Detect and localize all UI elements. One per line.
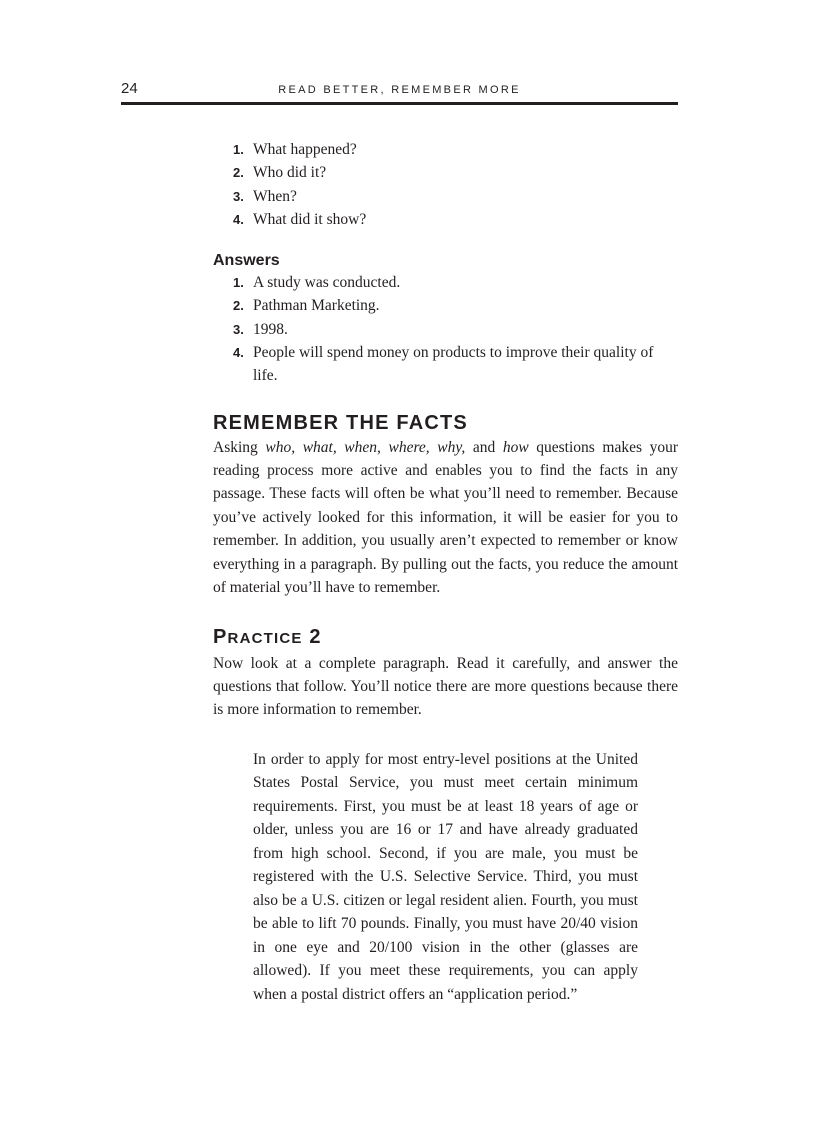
list-item: 4. People will spend money on products to improve their quality of life. [233, 344, 654, 385]
list-item: 2. Pathman Marketing. [233, 297, 380, 315]
page-content [213, 138, 678, 1006]
page-header [121, 80, 678, 105]
answers-heading: Answers [213, 252, 280, 270]
practice-intro: Now look at a complete paragraph. Read it carefully, and answer the questions that follow. You’ll notice there are more questions because there is more information to remember. [213, 654, 678, 719]
answer-list [213, 271, 678, 387]
practice-passage: In order to apply for most entry-level positions at the United States Postal Service, you must meet certain minimum requirements. First, you must be at least 18 years of age or older, unless you are 16 or 17 and have already graduated from high school. Second, if you are male, you must be registered with the U.S. Selective Service. Third, you must also be a U.S. citizen or legal resident alien. Fourth, you must be able to lift 70 pounds. Finally, you must have 20/40 vision in one eye and 20/100 vision in the other (glasses are allowed). If you meet these requirements, you can apply when a postal district offers an “application period.” [253, 750, 638, 1003]
practice-title: PRACTICE 2 [213, 625, 322, 648]
list-item: 4. What did it show? [233, 210, 367, 228]
running-head: READ BETTER, REMEMBER MORE [278, 84, 521, 96]
list-item: 3. 1998. [233, 320, 288, 338]
list-item: 3. When? [233, 187, 297, 205]
question-list [213, 138, 678, 231]
list-item: 1. What happened? [233, 141, 357, 158]
page-number: 24 [121, 80, 138, 97]
list-item: 1. A study was conducted. [233, 274, 401, 292]
section-title-remember-the-facts: REMEMBER THE FACTS [213, 411, 468, 434]
list-item: 2. Who did it? [233, 164, 327, 182]
remember-paragraph: Asking who, what, when, where, why, and how questions makes your reading process more active and enables you to find the facts in any passage. These facts will often be what you’ll need to remember. Because you’ve actively looked for this information, it will be easier for you to remember. In addition, you usually aren’t expected to remember or know everything in a paragraph. By pulling out the facts, you reduce the amount of material you’ll have to remember. [213, 438, 679, 597]
